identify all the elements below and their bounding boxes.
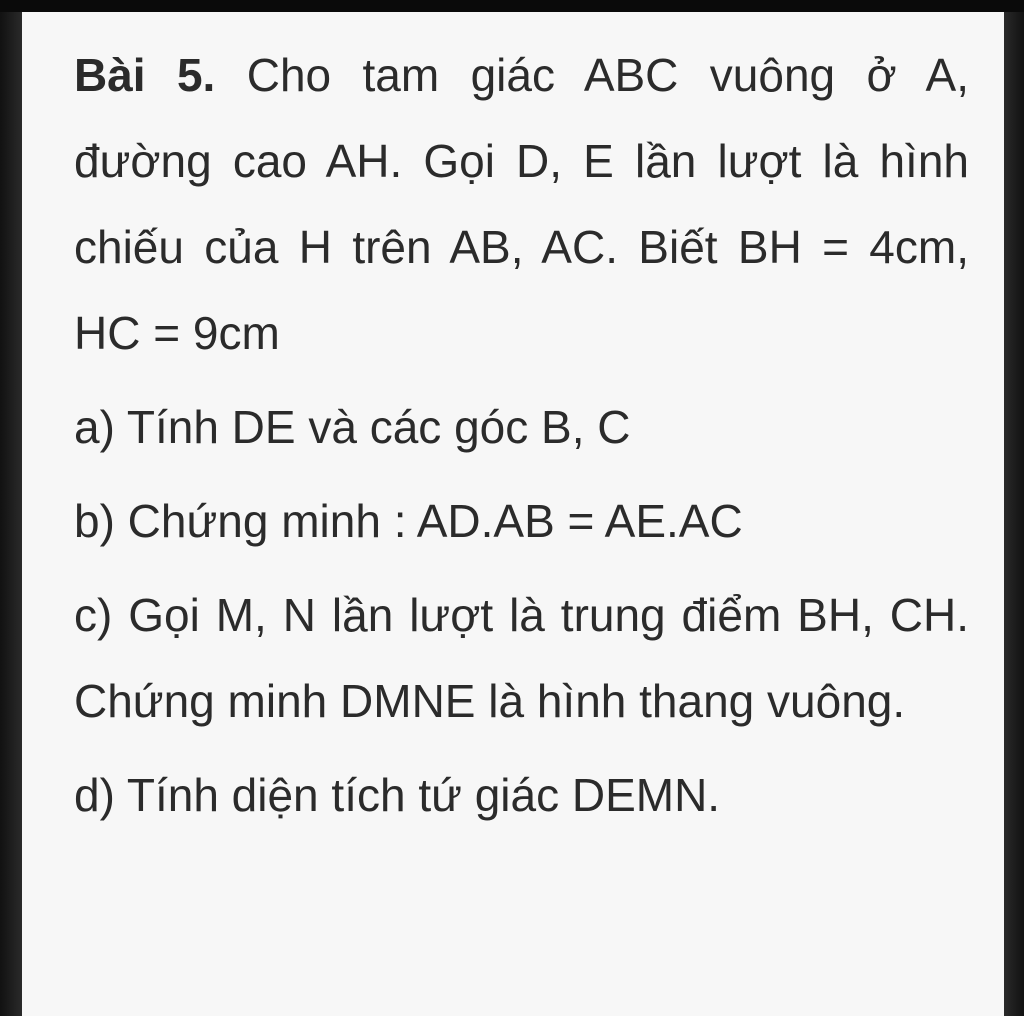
right-edge	[1004, 12, 1024, 1016]
part-d: d) Tính diện tích tứ giác DEMN.	[74, 769, 721, 821]
problem-intro: Cho tam giác ABC vuông ở A, đường cao AH. Gọi D, E lần lượt là hình chiếu của H trên AB, AC. Biết BH = 4cm, HC = 9cm	[74, 49, 969, 359]
part-a: a) Tính DE và các góc B, C	[74, 401, 631, 453]
document-page	[22, 12, 1004, 1016]
problem-content	[74, 32, 969, 838]
top-bar	[0, 0, 1024, 12]
problem-statement	[74, 32, 969, 376]
left-edge	[0, 12, 22, 1016]
part-c: c) Gọi M, N lần lượt là trung điểm BH, CH. Chứng minh DMNE là hình thang vuông.	[74, 589, 969, 727]
problem-label: Bài 5.	[74, 49, 216, 101]
part-b: b) Chứng minh : AD.AB = AE.AC	[74, 495, 743, 547]
